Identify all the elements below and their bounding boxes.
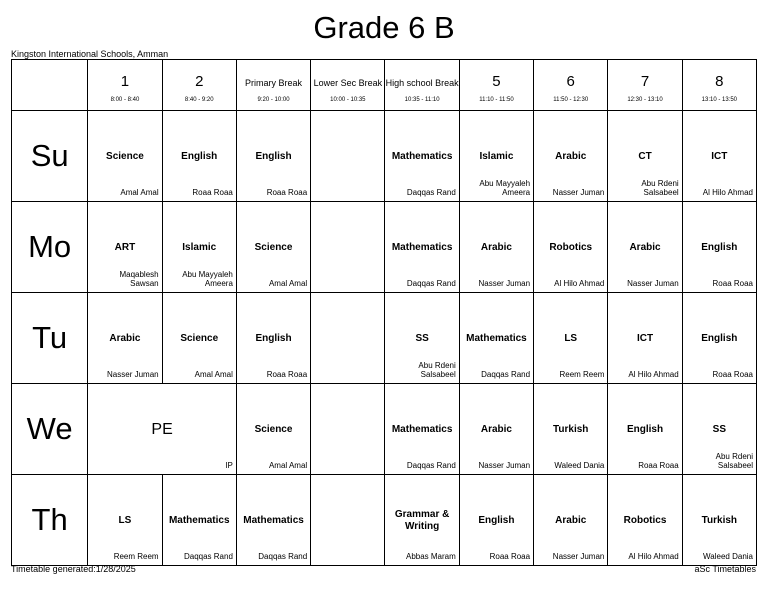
lesson-subject: English xyxy=(478,515,515,526)
lesson-cell xyxy=(88,475,162,566)
lesson-teacher: Daqqas Rand xyxy=(481,370,531,379)
lesson-teacher: Roaa Roaa xyxy=(638,461,679,470)
lesson-teacher: Reem Reem xyxy=(559,370,605,379)
period-time: 11:50 - 12:30 xyxy=(553,97,589,103)
lesson-teacher: Abbas Maram xyxy=(405,552,456,561)
lesson-subject: English xyxy=(701,333,738,344)
day-cell xyxy=(12,293,88,384)
lesson-subject: Turkish xyxy=(701,515,738,526)
lesson-subject: Science xyxy=(180,333,219,344)
lesson-teacher: Daqqas Rand xyxy=(406,279,456,288)
lesson-cell xyxy=(608,384,682,475)
lesson-cell xyxy=(88,384,237,475)
lesson-teacher: Waleed Dania xyxy=(554,461,605,470)
lesson-subject: Arabic xyxy=(480,424,512,435)
lesson-cell xyxy=(88,111,162,202)
lesson-cell xyxy=(682,293,756,384)
lesson-cell xyxy=(534,111,608,202)
day-name: Tu xyxy=(32,320,68,355)
lesson-teacher: Al Hilo Ahmad xyxy=(554,279,605,288)
lesson-cell xyxy=(608,293,682,384)
day-row xyxy=(12,475,757,566)
lesson-subject: Turkish xyxy=(553,424,589,435)
lesson-subject: ICT xyxy=(636,333,654,344)
lesson-teacher: Amal Amal xyxy=(194,370,233,379)
lesson-subject: SS xyxy=(712,424,726,435)
lesson-teacher: IP xyxy=(225,461,233,470)
period-time: 10:35 - 11:10 xyxy=(404,97,440,103)
lesson-subject: SS xyxy=(415,333,429,344)
period-label: 6 xyxy=(566,73,575,90)
lesson-teacher: Roaa Roaa xyxy=(266,188,308,197)
lesson-subject: Science xyxy=(254,242,293,253)
lesson-cell xyxy=(311,293,385,384)
lesson-cell xyxy=(162,475,236,566)
lesson-cell xyxy=(385,293,459,384)
lesson-subject: PE xyxy=(151,421,173,438)
lesson-teacher: Roaa Roaa xyxy=(489,552,531,561)
lesson-subject: Mathematics xyxy=(391,151,453,162)
lesson-subject: Mathematics xyxy=(168,515,230,526)
lesson-cell xyxy=(459,384,533,475)
lesson-teacher: Nasser Juman xyxy=(107,370,159,379)
lesson-teacher: Al Hilo Ahmad xyxy=(702,188,753,197)
lesson-teacher: Abu Rdeni Salsabeel xyxy=(418,361,456,379)
lesson-teacher: Roaa Roaa xyxy=(712,370,753,379)
lesson-subject: English xyxy=(255,151,292,162)
lesson-subject: Grammar & Writing xyxy=(394,509,450,532)
period-header xyxy=(162,60,236,111)
lesson-teacher: Amal Amal xyxy=(268,461,308,470)
day-cell xyxy=(12,475,88,566)
day-row xyxy=(12,111,757,202)
period-header xyxy=(459,60,533,111)
lesson-cell xyxy=(311,384,385,475)
lesson-subject: ART xyxy=(114,242,136,253)
period-label: High school Break xyxy=(385,78,459,88)
lesson-subject: Islamic xyxy=(182,242,217,253)
lesson-teacher: Al Hilo Ahmad xyxy=(628,552,679,561)
lesson-cell xyxy=(534,293,608,384)
lesson-teacher: Abu Mayyaleh Ameera xyxy=(479,179,531,197)
lesson-subject: Robotics xyxy=(549,242,593,253)
lesson-subject: English xyxy=(255,333,292,344)
lesson-cell xyxy=(385,111,459,202)
day-row xyxy=(12,293,757,384)
lesson-cell xyxy=(236,202,310,293)
period-label: 1 xyxy=(120,73,130,90)
lesson-cell xyxy=(459,111,533,202)
brand-label: aSc Timetables xyxy=(694,564,756,574)
lesson-teacher: Amal Amal xyxy=(120,188,159,197)
day-name: Th xyxy=(31,502,68,537)
lesson-subject: Mathematics xyxy=(391,424,453,435)
period-header xyxy=(385,60,459,111)
lesson-cell xyxy=(534,384,608,475)
lesson-cell xyxy=(88,202,162,293)
lesson-cell xyxy=(682,111,756,202)
lesson-cell xyxy=(385,202,459,293)
lesson-cell xyxy=(682,202,756,293)
lesson-teacher: Nasser Juman xyxy=(478,461,531,470)
lesson-teacher: Daqqas Rand xyxy=(183,552,233,561)
lesson-subject: ICT xyxy=(711,151,728,162)
lesson-teacher: Roaa Roaa xyxy=(712,279,753,288)
period-time: 10:00 - 10:35 xyxy=(330,97,366,103)
lesson-teacher: Daqqas Rand xyxy=(406,461,456,470)
period-time: 12:30 - 13:10 xyxy=(627,97,663,103)
lesson-teacher: Nasser Juman xyxy=(627,279,679,288)
day-cell xyxy=(12,384,88,475)
lesson-teacher: Nasser Juman xyxy=(478,279,531,288)
period-header xyxy=(311,60,385,111)
day-name: Su xyxy=(30,138,69,173)
day-name: Mo xyxy=(28,229,72,264)
generated-date: Timetable generated:1/28/2025 xyxy=(11,564,136,574)
lesson-subject: Arabic xyxy=(629,242,661,253)
lesson-subject: Arabic xyxy=(555,515,587,526)
lesson-teacher: Maqablesh Sawsan xyxy=(119,270,159,288)
lesson-cell xyxy=(385,384,459,475)
lesson-cell xyxy=(236,293,310,384)
lesson-subject: English xyxy=(181,151,218,162)
lesson-teacher: Roaa Roaa xyxy=(192,188,233,197)
period-label: Primary Break xyxy=(245,78,303,88)
lesson-subject: Arabic xyxy=(109,333,141,344)
lesson-subject: Arabic xyxy=(555,151,587,162)
lesson-cell xyxy=(162,293,236,384)
lesson-teacher: Abu Rdeni Salsabeel xyxy=(715,452,753,470)
lesson-teacher: Amal Amal xyxy=(268,279,308,288)
lesson-cell xyxy=(162,111,236,202)
lesson-cell xyxy=(459,293,533,384)
lesson-cell xyxy=(459,202,533,293)
lesson-subject: English xyxy=(701,242,738,253)
lesson-subject: Islamic xyxy=(479,151,514,162)
timetable-grid xyxy=(11,59,757,566)
lesson-subject: LS xyxy=(564,333,578,344)
period-label: Lower Sec Break xyxy=(313,78,383,88)
lesson-teacher: Nasser Juman xyxy=(552,188,605,197)
period-time: 8:40 - 9:20 xyxy=(184,97,214,103)
lesson-subject: Mathematics xyxy=(243,515,304,526)
day-cell xyxy=(12,111,88,202)
lesson-subject: Mathematics xyxy=(466,333,527,344)
lesson-teacher: Waleed Dania xyxy=(703,552,753,561)
lesson-cell xyxy=(311,202,385,293)
lesson-cell xyxy=(88,293,162,384)
period-label: 7 xyxy=(640,73,650,90)
lesson-subject: Mathematics xyxy=(391,242,453,253)
period-time: 13:10 - 13:50 xyxy=(701,97,738,103)
lesson-subject: English xyxy=(626,424,664,435)
lesson-cell xyxy=(534,475,608,566)
lesson-subject: LS xyxy=(118,515,132,526)
lesson-cell xyxy=(459,475,533,566)
lesson-teacher: Daqqas Rand xyxy=(406,188,456,197)
lesson-teacher: Abu Mayyaleh Ameera xyxy=(182,270,233,288)
lesson-cell xyxy=(608,202,682,293)
lesson-cell xyxy=(311,475,385,566)
period-header xyxy=(88,60,162,111)
page-title: Grade 6 B xyxy=(313,10,455,45)
day-cell xyxy=(12,202,88,293)
lesson-cell xyxy=(236,111,310,202)
period-time: 9:20 - 10:00 xyxy=(257,97,290,103)
period-header xyxy=(682,60,756,111)
lesson-teacher: Daqqas Rand xyxy=(258,552,308,561)
lesson-subject: Robotics xyxy=(623,515,667,526)
school-name: Kingston International Schools, Amman xyxy=(11,49,169,59)
lesson-cell xyxy=(682,384,756,475)
day-row xyxy=(12,202,757,293)
lesson-teacher: Al Hilo Ahmad xyxy=(628,370,679,379)
lesson-cell xyxy=(236,475,310,566)
period-label: 8 xyxy=(715,73,724,90)
period-header xyxy=(236,60,310,111)
lesson-cell xyxy=(608,111,682,202)
period-label: 5 xyxy=(492,73,501,90)
lesson-cell xyxy=(682,475,756,566)
lesson-subject: Science xyxy=(106,151,144,162)
lesson-subject: Science xyxy=(254,424,293,435)
lesson-teacher: Roaa Roaa xyxy=(266,370,308,379)
lesson-cell xyxy=(311,111,385,202)
day-name: We xyxy=(26,411,73,446)
lesson-teacher: Abu Rdeni Salsabeel xyxy=(641,179,679,197)
lesson-subject: CT xyxy=(638,151,652,162)
lesson-cell xyxy=(162,202,236,293)
period-header xyxy=(534,60,608,111)
period-label: 2 xyxy=(195,73,204,90)
period-time: 8:00 - 8:40 xyxy=(110,97,140,103)
lesson-subject: Arabic xyxy=(480,242,512,253)
corner-cell xyxy=(12,60,88,111)
lesson-cell xyxy=(385,475,459,566)
lesson-teacher: Reem Reem xyxy=(113,552,159,561)
lesson-cell xyxy=(236,384,310,475)
lesson-cell xyxy=(534,202,608,293)
period-time: 11:10 - 11:50 xyxy=(479,97,514,103)
lesson-cell xyxy=(608,475,682,566)
lesson-teacher: Nasser Juman xyxy=(552,552,605,561)
period-header-row xyxy=(12,60,757,111)
day-row xyxy=(12,384,757,475)
period-header xyxy=(608,60,682,111)
